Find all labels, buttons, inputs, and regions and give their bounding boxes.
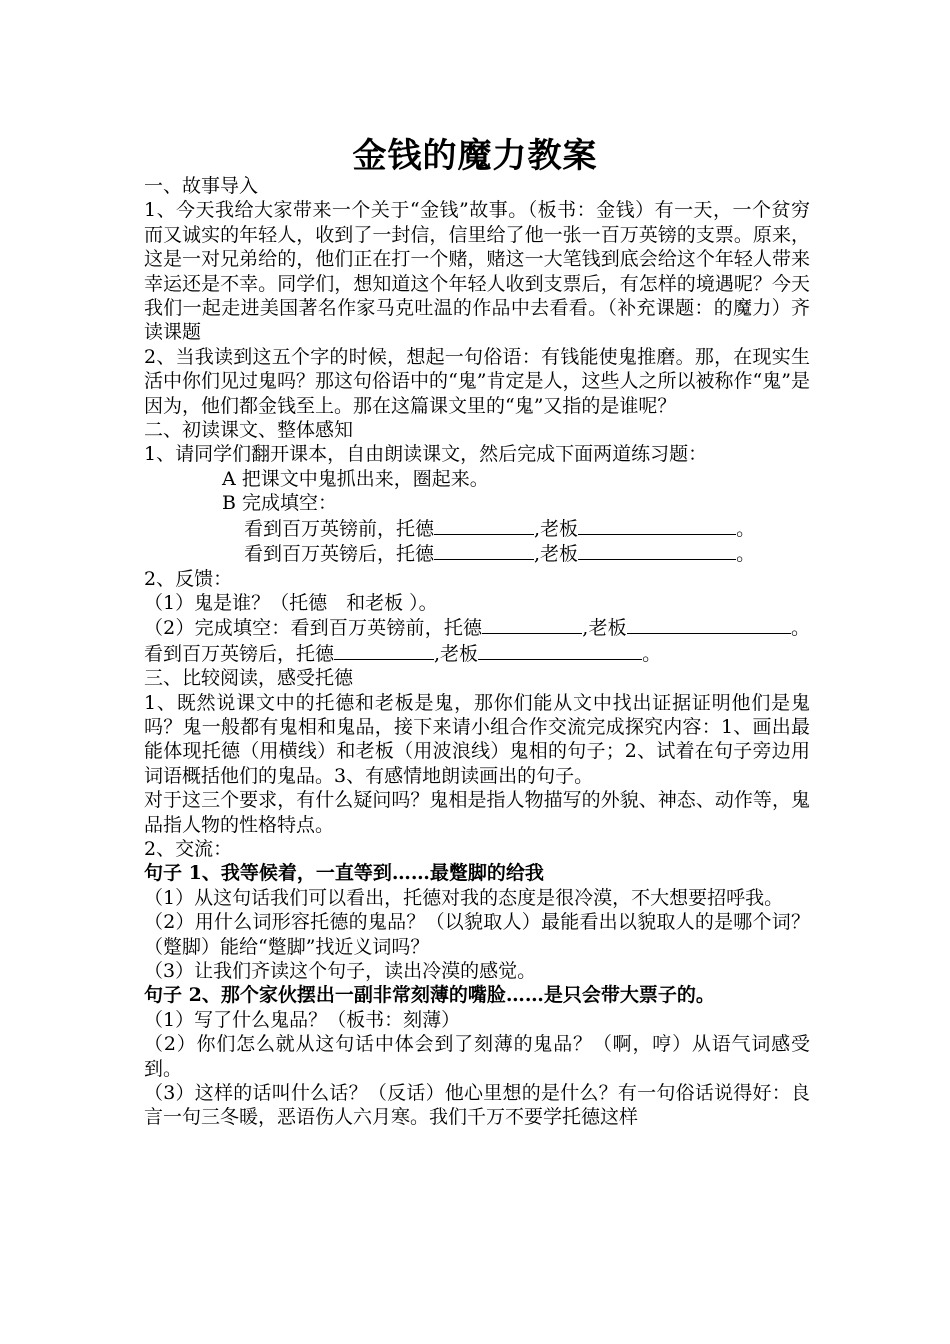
paragraph: 2、反馈：: [144, 567, 233, 590]
sentence-heading: 句子 2、那个家伙摆出一副非常刻薄的嘴脸……是只会带大票子的。: [144, 984, 715, 1007]
paragraph: （2）你们怎么就从这句话中体会到了刻薄的鬼品？（啊，哼）从语气词感受到。: [144, 1033, 810, 1080]
section-heading-3: 三、比较阅读，感受托德: [144, 667, 354, 690]
exercise-a: A 把课文中鬼抓出来，圈起来。: [222, 467, 489, 490]
section-heading-1: 一、故事导入: [144, 175, 259, 197]
paragraph: （3）让我们齐读这个句子，读出冷漠的感觉。: [144, 960, 537, 982]
blank-line: [578, 541, 736, 560]
document-body: [144, 174, 810, 1130]
fill-blank-paragraph: （2）完成填空：看到百万英镑前，托德 ,老板 。看到百万英镑后，托德 ,老板 。: [144, 617, 810, 665]
blank-line: [334, 641, 434, 660]
paragraph: 对于这三个要求，有什么疑问吗？鬼相是指人物描写的外貌、神态、动作等，鬼品指人物的性格特点。: [144, 789, 810, 836]
blank-line: [578, 516, 736, 535]
section-heading-2: 二、初读课文、整体感知: [144, 419, 354, 442]
exercise-b: B 完成填空：: [222, 492, 338, 515]
paragraph: 1、既然说课文中的托德和老板是鬼，那你们能从文中找出证据证明他们是鬼吗？鬼一般都有鬼相和鬼品，接下来请小组合作交流完成探究内容：1、画出最能体现托德（用横线）和老板（用波浪线）鬼相的句子；2、试着在句子旁边用词语概括他们的鬼品。3、有感情地朗读画出的句子。: [144, 691, 810, 787]
sentence-heading: 句子 1、我等候着，一直等到……最蹩脚的给我: [144, 862, 544, 885]
blank-line: [478, 641, 642, 660]
fill-blank-line: 看到百万英镑后，托德 ,老板 。: [244, 543, 756, 566]
document-title: 金钱的魔力教案: [352, 136, 598, 176]
paragraph: 1、今天我给大家带来一个关于“金钱”故事。（板书：金钱）有一天，一个贫穷而又诚实的年轻人，收到了一封信，信里给了他一张一百万英镑的支票。原来，这是一对兄弟给的，他们正在打一个赌，赌这一大笔钱到底会给这个年轻人带来幸运还是不幸。同学们，想知道这个年轻人收到支票后，有怎样的境遇呢？今天我们一起走进美国著名作家马克吐温的作品中去看看。（补充课题：的魔力）齐读课题: [144, 199, 810, 344]
paragraph: （2）用什么词形容托德的鬼品？（以貌取人）最能看出以貌取人的是哪个词？（蹩脚）能给“蹩脚”找近义词吗？: [144, 911, 810, 958]
paragraph: （3）这样的话叫什么话？（反话）他心里想的是什么？有一句俗话说得好：良言一句三冬暖，恶语伤人六月寒。我们千万不要学托德这样: [144, 1082, 810, 1129]
paragraph: 2、交流：: [144, 837, 233, 860]
paragraph: 1、请同学们翻开课本，自由朗读课文，然后完成下面两道练习题：: [144, 443, 708, 466]
fill-blank-line: 看到百万英镑前，托德 ,老板 。: [244, 517, 756, 540]
blank-line: [482, 615, 582, 634]
blank-line: [434, 516, 534, 535]
paragraph: 2、当我读到这五个字的时候，想起一句俗语：有钱能使鬼推磨。那，在现实生活中你们见过鬼吗？那这句俗语中的“鬼”肯定是人，这些人之所以被称作“鬼”是因为，他们都金钱至上。那在这篇课文里的“鬼”又指的是谁呢？: [144, 345, 810, 417]
blank-line: [627, 615, 791, 634]
paragraph: （1）鬼是谁？（托德 和老板 ）。: [144, 591, 438, 614]
paragraph: （1）从这句话我们可以看出，托德对我的态度是很冷漠，不大想要招呼我。: [144, 886, 784, 909]
blank-line: [434, 541, 534, 560]
paragraph: （1）写了什么鬼品？（板书：刻薄）: [144, 1008, 461, 1031]
